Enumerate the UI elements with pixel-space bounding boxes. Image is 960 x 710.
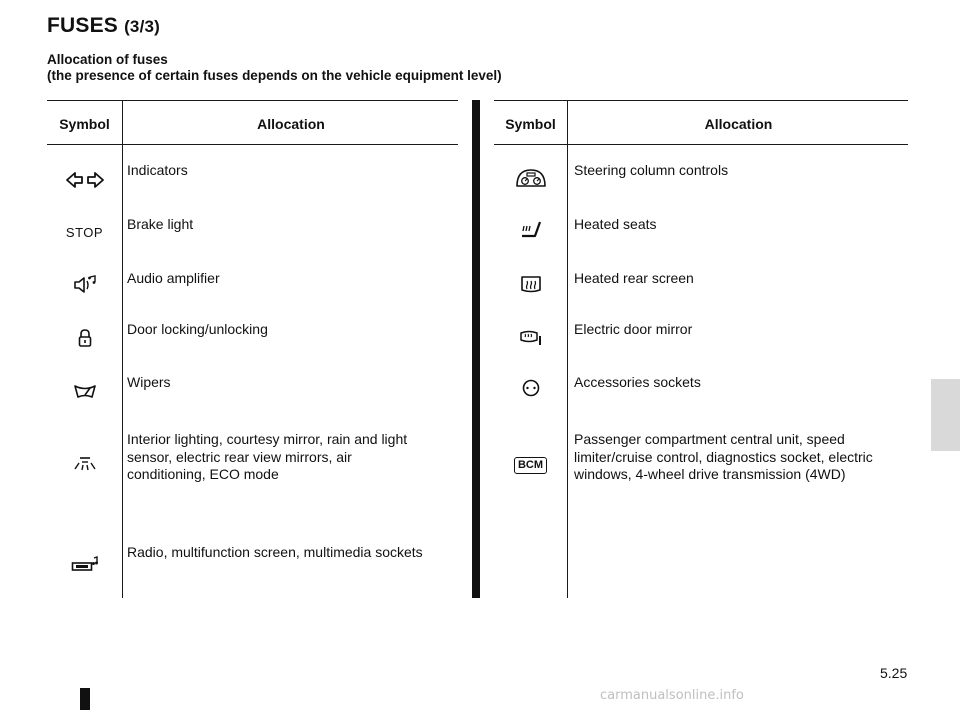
allocation-text: Electric door mirror	[574, 321, 693, 337]
page-number: 5.25	[880, 665, 908, 681]
header-symbol: Symbol	[505, 116, 556, 132]
steering-column-icon	[494, 166, 567, 190]
allocation-text: Audio amplifier	[127, 270, 220, 286]
intro-line-2: (the presence of certain fuses depends on the vehicle equipment level)	[47, 68, 502, 83]
radio-icon	[47, 552, 122, 576]
audio-amplifier-icon	[47, 273, 122, 297]
bcm-icon	[494, 453, 567, 477]
header-allocation: Allocation	[257, 116, 325, 132]
title-text: FUSES	[47, 14, 119, 37]
page-title	[47, 14, 160, 38]
allocation-text: Steering column controls	[574, 162, 729, 178]
page-corner-mark	[80, 688, 90, 710]
allocation-text: Brake light	[127, 216, 194, 232]
allocation-text: Heated seats	[574, 216, 657, 232]
interior-lighting-icon	[47, 452, 122, 476]
brake-light-icon	[47, 220, 122, 244]
bcm-icon-text: BCM	[514, 457, 547, 474]
intro-text	[47, 52, 502, 84]
table-column-divider	[567, 100, 568, 598]
allocation-text: Wipers	[127, 374, 171, 390]
intro-line-1: Allocation of fuses	[47, 52, 168, 67]
table-separator-bar	[472, 100, 480, 598]
indicators-icon	[47, 168, 122, 192]
wipers-icon	[47, 379, 122, 403]
heated-seats-icon	[494, 219, 567, 243]
table-top-rule	[47, 100, 458, 101]
table-top-rule	[494, 100, 908, 101]
allocation-text: Indicators	[127, 162, 188, 178]
table-header-rule	[494, 144, 908, 145]
header-symbol: Symbol	[59, 116, 110, 132]
fuse-table-left	[47, 100, 458, 598]
title-suffix: (3/3)	[124, 17, 161, 36]
allocation-text: Radio, multifunction screen, multimedia sockets	[127, 544, 423, 560]
table-header-rule	[47, 144, 458, 145]
accessories-socket-icon	[494, 376, 567, 400]
section-thumb-tab	[931, 379, 960, 451]
allocation-text: Heated rear screen	[574, 270, 694, 286]
fuse-table-right	[494, 100, 908, 598]
table-column-divider	[122, 100, 123, 598]
brake-light-icon-text: STOP	[65, 224, 104, 240]
heated-rear-screen-icon	[494, 273, 567, 297]
allocation-text: Passenger compartment central unit, speed limiter/cruise control, diagnostics socket, electric windows, 4-wheel drive transmission (4WD)	[574, 431, 873, 482]
door-lock-icon	[47, 326, 122, 350]
allocation-text: Interior lighting, courtesy mirror, rain and light sensor, electric rear view mirrors, air conditioning, ECO mode	[127, 431, 408, 482]
allocation-text: Accessories sockets	[574, 374, 701, 390]
watermark: carmanualsonline.info	[600, 688, 744, 703]
header-allocation: Allocation	[704, 116, 773, 132]
electric-mirror-icon	[494, 325, 567, 349]
allocation-text: Door locking/unlocking	[127, 321, 268, 337]
